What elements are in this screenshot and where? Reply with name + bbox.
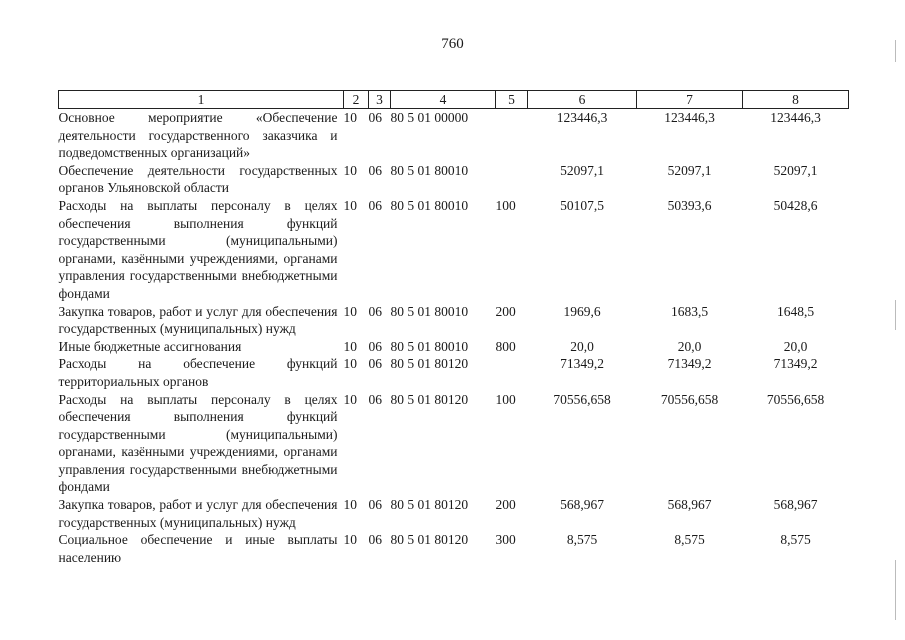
row-expense-type: 100 [495, 391, 516, 407]
header-col-1: 1 [59, 91, 344, 109]
row-subsection: 06 [368, 162, 382, 178]
row-target-code: 80 5 01 80120 [390, 391, 469, 407]
row-target-code: 80 5 01 80120 [390, 532, 469, 548]
row-subsection: 06 [368, 497, 382, 513]
row-value-col6: 1969,6 [563, 303, 601, 319]
row-value-col8: 568,967 [773, 497, 818, 513]
row-subsection: 06 [368, 356, 382, 372]
row-subsection: 06 [368, 338, 382, 354]
row-value-col6: 568,967 [560, 497, 604, 513]
row-section: 10 [343, 197, 357, 213]
row-subsection: 06 [368, 110, 382, 125]
row-value-col8: 20,0 [783, 338, 808, 354]
row-value-col6: 8,575 [566, 532, 598, 548]
header-col-4: 4 [391, 91, 496, 109]
row-target-code: 80 5 01 80120 [390, 356, 469, 372]
table-row [59, 338, 849, 356]
header-col-6: 6 [528, 91, 637, 109]
row-section: 10 [343, 391, 357, 407]
row-target-code: 80 5 01 80010 [390, 197, 469, 213]
row-target-code: 80 5 01 80120 [390, 497, 469, 513]
scan-edge-mark [895, 300, 896, 330]
header-row [59, 91, 849, 109]
row-name: Иные бюджетные ассигнования [58, 338, 242, 354]
budget-table [58, 90, 849, 566]
row-value-col7: 20,0 [677, 338, 702, 354]
table-row [59, 391, 849, 497]
row-target-code: 80 5 01 00000 [390, 110, 469, 125]
scan-edge-mark [895, 40, 896, 62]
row-expense-type: 200 [495, 497, 516, 513]
row-name: Расходы на выплаты персоналу в целях обеспечения выполнения функций государственными (муниципальными) органами, казёнными учреждениями, органами управления государственными внебюджетными фондами [58, 391, 338, 495]
row-value-col7: 50393,6 [667, 197, 712, 213]
row-value-col7: 8,575 [674, 532, 705, 548]
row-name: Расходы на выплаты персоналу в целях обеспечения выполнения функций государственными (муниципальными) органами, казёнными учреждениями, органами управления государственными внебюджетными фондами [58, 197, 338, 301]
row-name: Социальное обеспечение и иные выплаты населению [58, 532, 338, 565]
row-value-col7: 70556,658 [660, 391, 719, 407]
row-section: 10 [343, 356, 357, 372]
row-target-code: 80 5 01 80010 [390, 162, 469, 178]
row-value-col7: 568,967 [667, 497, 712, 513]
table-row [59, 197, 849, 303]
row-value-col8: 50428,6 [773, 197, 818, 213]
row-section: 10 [343, 338, 357, 354]
row-value-col6: 20,0 [570, 338, 594, 354]
row-value-col6: 71349,2 [560, 356, 604, 372]
row-expense-type: 200 [495, 303, 516, 319]
row-name: Закупка товаров, работ и услуг для обеспечения государственных (муниципальных) нужд [58, 497, 338, 530]
row-value-col8: 8,575 [780, 532, 811, 548]
header-col-8: 8 [743, 91, 849, 109]
row-expense-type [496, 355, 528, 390]
row-section: 10 [343, 532, 357, 548]
header-col-7: 7 [637, 91, 743, 109]
row-value-col6: 50107,5 [560, 197, 604, 213]
table-body [59, 109, 849, 567]
row-expense-type: 100 [495, 197, 516, 213]
table-row [59, 496, 849, 531]
scan-edge-mark [895, 560, 896, 620]
row-value-col8: 1648,5 [776, 303, 815, 319]
table-row [59, 355, 849, 390]
row-value-col6: 123446,3 [556, 110, 608, 125]
row-value-col6: 70556,658 [553, 391, 611, 407]
row-target-code: 80 5 01 80010 [390, 303, 469, 319]
row-value-col8: 123446,3 [770, 110, 821, 125]
row-section: 10 [343, 162, 357, 178]
row-subsection: 06 [368, 391, 382, 407]
row-value-col8: 52097,1 [773, 162, 818, 178]
table-row [59, 162, 849, 197]
row-value-col7: 123446,3 [664, 110, 715, 125]
row-expense-type: 300 [495, 532, 516, 548]
page-number: 760 [441, 36, 464, 52]
row-expense-type: 800 [495, 338, 516, 354]
row-subsection: 06 [368, 303, 382, 319]
table-row [59, 303, 849, 338]
row-name: Закупка товаров, работ и услуг для обеспечения государственных (муниципальных) нужд [58, 303, 338, 337]
header-col-2: 2 [344, 91, 369, 109]
row-value-col7: 71349,2 [667, 356, 712, 372]
row-name: Обеспечение деятельности государственных органов Ульяновской области [58, 162, 338, 196]
header-col-3: 3 [369, 91, 391, 109]
table-row [59, 531, 849, 566]
row-section: 10 [343, 497, 357, 513]
row-subsection: 06 [368, 197, 382, 213]
row-value-col8: 71349,2 [773, 356, 818, 372]
row-value-col7: 52097,1 [667, 162, 712, 178]
table-row [59, 109, 849, 162]
row-target-code: 80 5 01 80010 [390, 338, 469, 354]
row-value-col7: 1683,5 [670, 303, 709, 319]
row-section: 10 [343, 303, 357, 319]
row-expense-type [496, 162, 528, 197]
row-subsection: 06 [368, 532, 382, 548]
row-expense-type [496, 109, 528, 162]
table-header [59, 91, 849, 109]
header-col-5: 5 [496, 91, 528, 109]
row-value-col8: 70556,658 [766, 391, 825, 407]
row-value-col6: 52097,1 [560, 162, 604, 178]
row-name: Расходы на обеспечение функций территориальных органов [58, 356, 338, 389]
row-name: Основное мероприятие «Обеспечение деятельности государственного заказчика и подведомственных организаций» [58, 110, 338, 161]
row-section: 10 [343, 110, 357, 125]
